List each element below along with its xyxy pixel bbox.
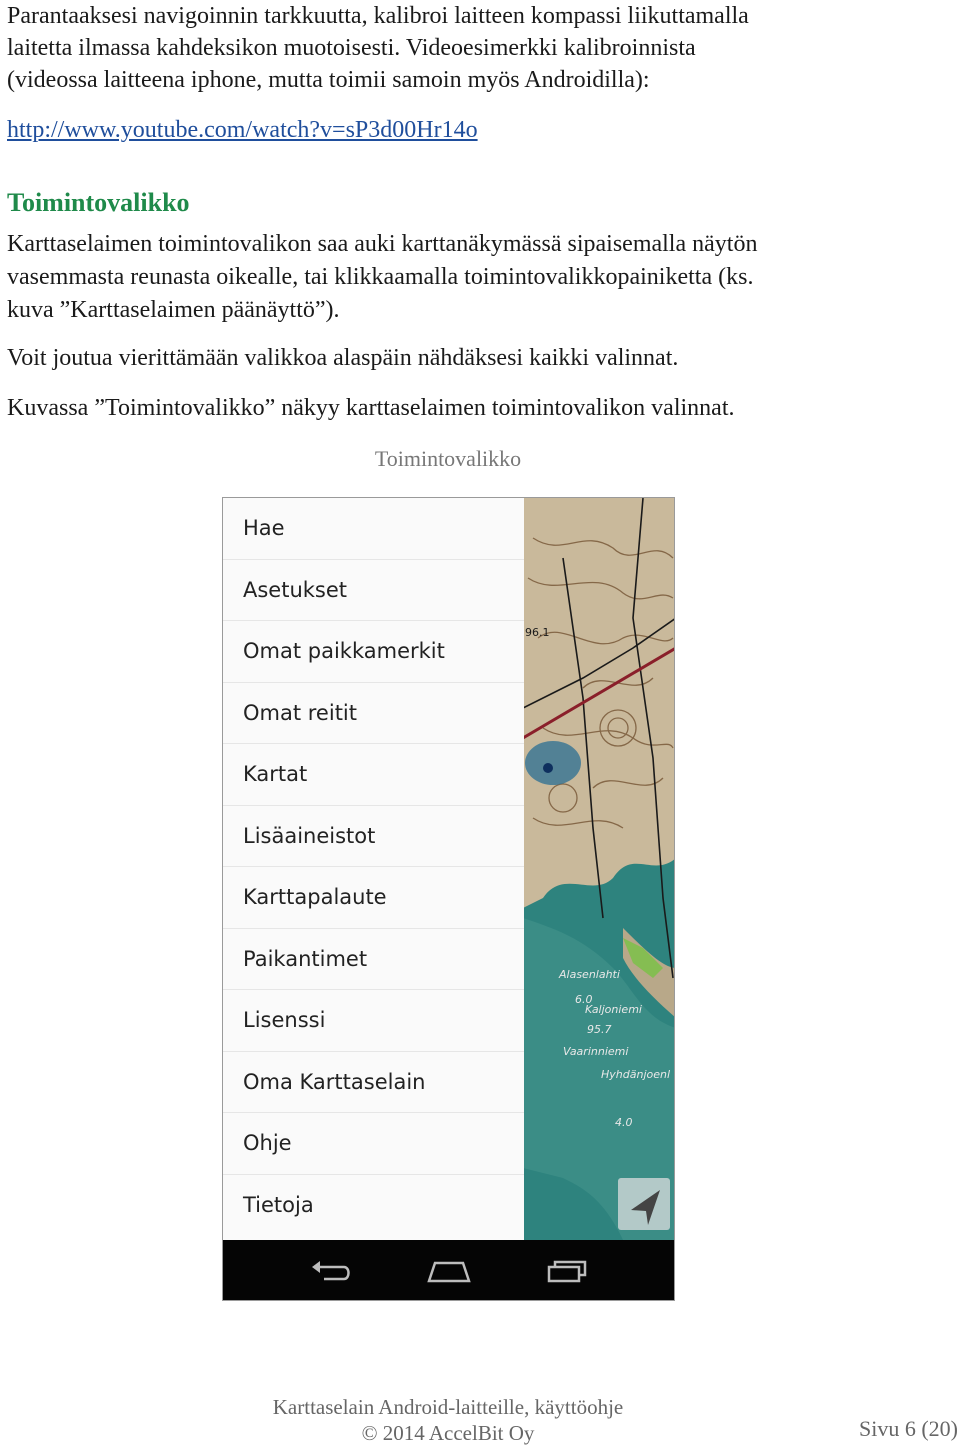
- menu-item-tietoja[interactable]: Tietoja: [243, 1193, 314, 1218]
- section-heading: Toimintovalikko: [7, 188, 190, 217]
- phone-screenshot: [222, 497, 675, 1301]
- map-label: 96.1: [525, 626, 550, 639]
- map-label: 6.0: [575, 993, 593, 1006]
- menu-item-lisaaineistot[interactable]: Lisäaineistot: [223, 806, 524, 868]
- map-label: Kaljoniemi: [585, 1003, 642, 1016]
- section-p3: Kuvassa ”Toimintovalikko” näkyy karttaselaimen toimintovalikon valinnat.: [7, 395, 735, 421]
- android-navigation-bar: [223, 1240, 675, 1301]
- map-label: 95.7: [587, 1023, 612, 1036]
- menu-item-lisenssi[interactable]: Lisenssi: [223, 990, 524, 1052]
- section-p2: Voit joutua vierittämään valikkoa alaspäin nähdäksesi kaikki valinnat.: [7, 345, 679, 371]
- section-p1-line-3: kuva ”Karttaselaimen päänäyttö”).: [7, 297, 340, 323]
- map-label: 4.0: [615, 1116, 633, 1129]
- menu-item-asetukset[interactable]: Asetukset: [223, 560, 524, 622]
- topographic-map: [523, 498, 675, 1240]
- menu-item-ohje[interactable]: Ohje: [223, 1113, 524, 1175]
- menu-item-paikantimet[interactable]: Paikantimet: [223, 929, 524, 991]
- menu-drawer: [223, 498, 524, 1240]
- intro-line-2: laitetta ilmassa kahdeksikon muotoisesti. Videoesimerkki kalibroinnista: [7, 35, 696, 61]
- back-icon[interactable]: [292, 1251, 372, 1291]
- footer-copyright: © 2014 AccelBit Oy: [361, 1421, 535, 1445]
- menu-item-oma-karttaselain[interactable]: Oma Karttaselain: [223, 1052, 524, 1114]
- menu-item-omat-reitit[interactable]: Omat reitit: [223, 683, 524, 745]
- menu-item-hae[interactable]: Hae: [223, 498, 524, 560]
- intro-line-3: (videossa laitteena iphone, mutta toimii samoin myös Androidilla):: [7, 67, 650, 93]
- section-p1-line-1: Karttaselaimen toimintovalikon saa auki karttanäkymässä sipaisemalla näytön: [7, 231, 758, 257]
- recent-apps-icon[interactable]: [527, 1251, 607, 1291]
- map-label: Hyhdänjoenl: [601, 1068, 671, 1081]
- figure-caption: Toimintovalikko: [374, 446, 522, 471]
- footer-title: Karttaselain Android-laitteille, käyttöohje: [272, 1395, 624, 1419]
- section-p1-line-2: vasemmasta reunasta oikealle, tai klikkaamalla toimintovalikkopainiketta (ks.: [7, 264, 754, 290]
- map-label: Alasenlahti: [559, 968, 620, 981]
- intro-line-1: Parantaaksesi navigoinnin tarkkuutta, kalibroi laitteen kompassi liikuttamalla: [7, 3, 749, 29]
- page-number: Sivu 6 (20): [859, 1416, 958, 1441]
- menu-item-karttapalaute[interactable]: Karttapalaute: [223, 867, 524, 929]
- home-icon[interactable]: [409, 1251, 489, 1291]
- map-label: Vaarinniemi: [563, 1045, 629, 1058]
- video-link[interactable]: http://www.youtube.com/watch?v=sP3d00Hr14o: [7, 117, 478, 143]
- menu-item-kartat[interactable]: Kartat: [223, 744, 524, 806]
- menu-item-omat-paikkamerkit[interactable]: Omat paikkamerkit: [223, 621, 524, 683]
